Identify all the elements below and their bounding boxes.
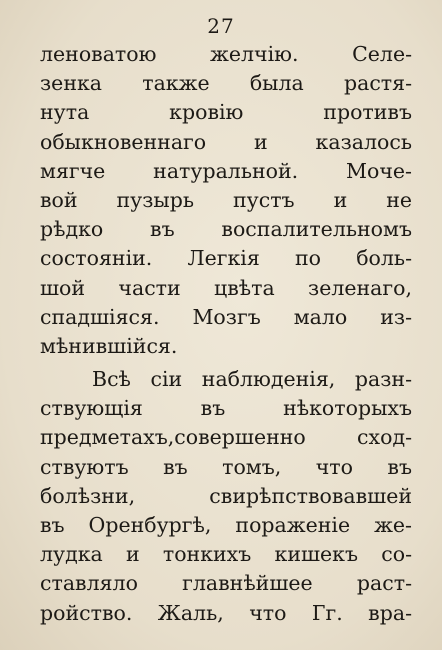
text-line: зенка также была растя- xyxy=(40,71,412,96)
text-line: болѣзни, свирѣпствовавшей xyxy=(40,483,412,508)
text-line: ствуютъ въ томъ, что въ xyxy=(40,454,412,479)
text-line: предметахъ,совершенно сход- xyxy=(40,425,412,450)
text-line: въ Оренбургѣ, пораженіе же- xyxy=(40,513,412,537)
text-line: нута кровію противъ xyxy=(40,100,412,125)
text-line: шой части цвѣта зеленаго, xyxy=(40,275,412,300)
text-line: ставляло главнѣйшее раст- xyxy=(40,571,412,596)
text-line: мягче натуральной. Моче- xyxy=(40,158,412,183)
body-text xyxy=(40,40,412,628)
page-number: 27 xyxy=(207,14,235,38)
text-line: мѣнившійся. xyxy=(40,333,178,358)
text-line: вой пузырь пустъ и не xyxy=(40,187,412,212)
text-line: ройство. Жаль, что Гг. вра- xyxy=(40,600,412,625)
text-line: Всѣ сіи наблюденія, разн- xyxy=(92,367,412,392)
text-line: леноватою желчію. Селе- xyxy=(40,42,412,66)
paragraph-2 xyxy=(40,365,412,628)
text-line: ствующія въ нѣкоторыхъ xyxy=(40,396,412,421)
paragraph-1 xyxy=(40,40,412,361)
text-line: состояніи. Легкія по боль- xyxy=(40,246,412,271)
text-line: обыкновеннаго и казалось xyxy=(40,129,412,154)
text-line: лудка и тонкихъ кишекъ со- xyxy=(40,542,412,567)
text-line: спадшіяся. Мозгъ мало из- xyxy=(40,304,412,329)
text-line: рѣдко въ воспалительномъ xyxy=(40,217,412,242)
